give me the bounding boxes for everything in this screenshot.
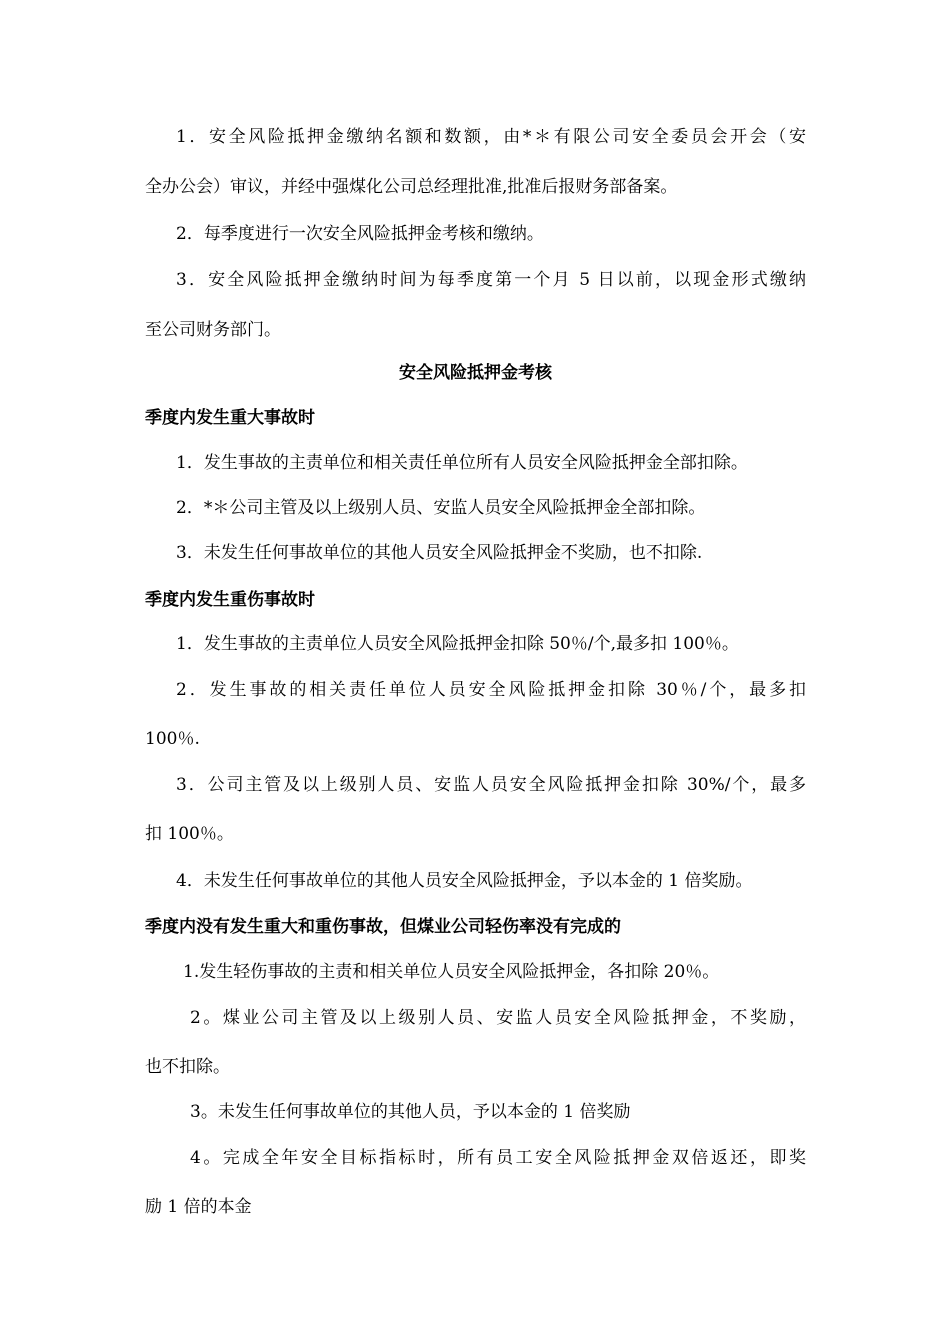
major-accident-item-1: 1．发生事故的主责单位和相关责任单位所有人员安全风险抵押金全部扣除。: [176, 453, 748, 473]
major-accident-heading: 季度内发生重大事故时: [145, 408, 315, 428]
major-accident-item-3: 3．未发生任何事故单位的其他人员安全风险抵押金不奖励，也不扣除.: [176, 543, 703, 563]
minor-injury-item-4-line-1: 4。完成全年安全目标指标时，所有员工安全风险抵押金双倍返还，即奖: [190, 1148, 806, 1168]
intro-paragraph-2: 2．每季度进行一次安全风险抵押金考核和缴纳。: [176, 224, 544, 244]
minor-injury-item-2-line-1: 2。煤业公司主管及以上级别人员、安监人员安全风险抵押金，不奖励，: [190, 1008, 806, 1028]
minor-injury-item-3: 3。未发生任何事故单位的其他人员，予以本金的 1 倍奖励: [190, 1102, 631, 1122]
minor-injury-heading: 季度内没有发生重大和重伤事故，但煤业公司轻伤率没有完成的: [145, 917, 621, 937]
serious-injury-item-1: 1．发生事故的主责单位人员安全风险抵押金扣除 50％/个,最多扣 100％。: [176, 634, 739, 654]
intro-paragraph-1-line-2: 全办公会）审议，并经中强煤化公司总经理批准,批准后报财务部备案。: [145, 177, 678, 197]
serious-injury-heading: 季度内发生重伤事故时: [145, 590, 315, 610]
serious-injury-item-2-line-1: 2．发生事故的相关责任单位人员安全风险抵押金扣除 30％/个，最多扣: [176, 680, 806, 700]
intro-paragraph-3-line-2: 至公司财务部门。: [145, 320, 281, 340]
minor-injury-item-1: 1.发生轻伤事故的主责和相关单位人员安全风险抵押金，各扣除 20％。: [183, 962, 720, 982]
intro-paragraph-3-line-1: 3．安全风险抵押金缴纳时间为每季度第一个月 5 日以前，以现金形式缴纳: [176, 270, 806, 290]
serious-injury-item-3-line-2: 扣 100％。: [145, 824, 234, 844]
minor-injury-item-4-line-2: 励 1 倍的本金: [145, 1197, 252, 1217]
intro-paragraph-1-line-1: 1．安全风险抵押金缴纳名额和数额，由*＊有限公司安全委员会开会（安: [176, 127, 806, 147]
major-accident-item-2: 2．*＊公司主管及以上级别人员、安监人员安全风险抵押金全部扣除。: [176, 498, 706, 518]
serious-injury-item-4: 4．未发生任何事故单位的其他人员安全风险抵押金，予以本金的 1 倍奖励。: [176, 871, 753, 891]
serious-injury-item-2-line-2: 100％.: [145, 729, 200, 749]
minor-injury-item-2-line-2: 也不扣除。: [145, 1057, 230, 1077]
section-title: 安全风险抵押金考核: [399, 363, 552, 383]
serious-injury-item-3-line-1: 3．公司主管及以上级别人员、安监人员安全风险抵押金扣除 30%/个，最多: [176, 775, 806, 795]
